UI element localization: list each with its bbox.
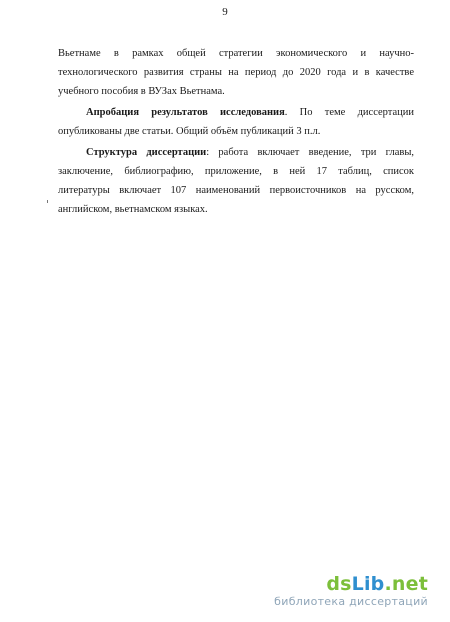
paragraph-structure — [58, 143, 414, 219]
text-line: учебного пособия в ВУЗах Вьетнама. — [58, 86, 225, 97]
text-line: английском, вьетнамском языках. — [58, 204, 208, 215]
text-line: заключение, библиографию, приложение, в ней 17 таблиц, список — [58, 166, 414, 177]
text-line: опубликованы две статьи. Общий объём публикаций 3 п.л. — [58, 126, 321, 137]
paragraph-context — [58, 44, 414, 101]
paragraph-approbation — [58, 103, 414, 141]
text-line — [58, 143, 414, 162]
approbation-text: . По теме диссертации — [284, 107, 414, 118]
text-line — [58, 103, 414, 122]
watermark-logo[interactable]: dsLib.net — [326, 573, 428, 595]
text-line: литературы включает 107 наименований первоисточников на русском, — [58, 185, 414, 196]
scan-artifact — [47, 200, 48, 203]
text-line: Вьетнаме в рамках общей стратегии экономического и научно- — [58, 48, 414, 59]
text-line: технологического развития страны на период до 2020 года и в качестве — [58, 67, 414, 78]
document-body — [58, 44, 414, 219]
page-number: 9 — [222, 6, 228, 18]
watermark[interactable] — [274, 574, 428, 608]
structure-text: : работа включает введение, три главы, — [206, 147, 414, 158]
watermark-tagline: библиотека диссертаций — [274, 595, 428, 608]
approbation-heading: Апробация результатов исследования — [86, 107, 285, 118]
structure-heading: Структура диссертации — [86, 147, 207, 158]
